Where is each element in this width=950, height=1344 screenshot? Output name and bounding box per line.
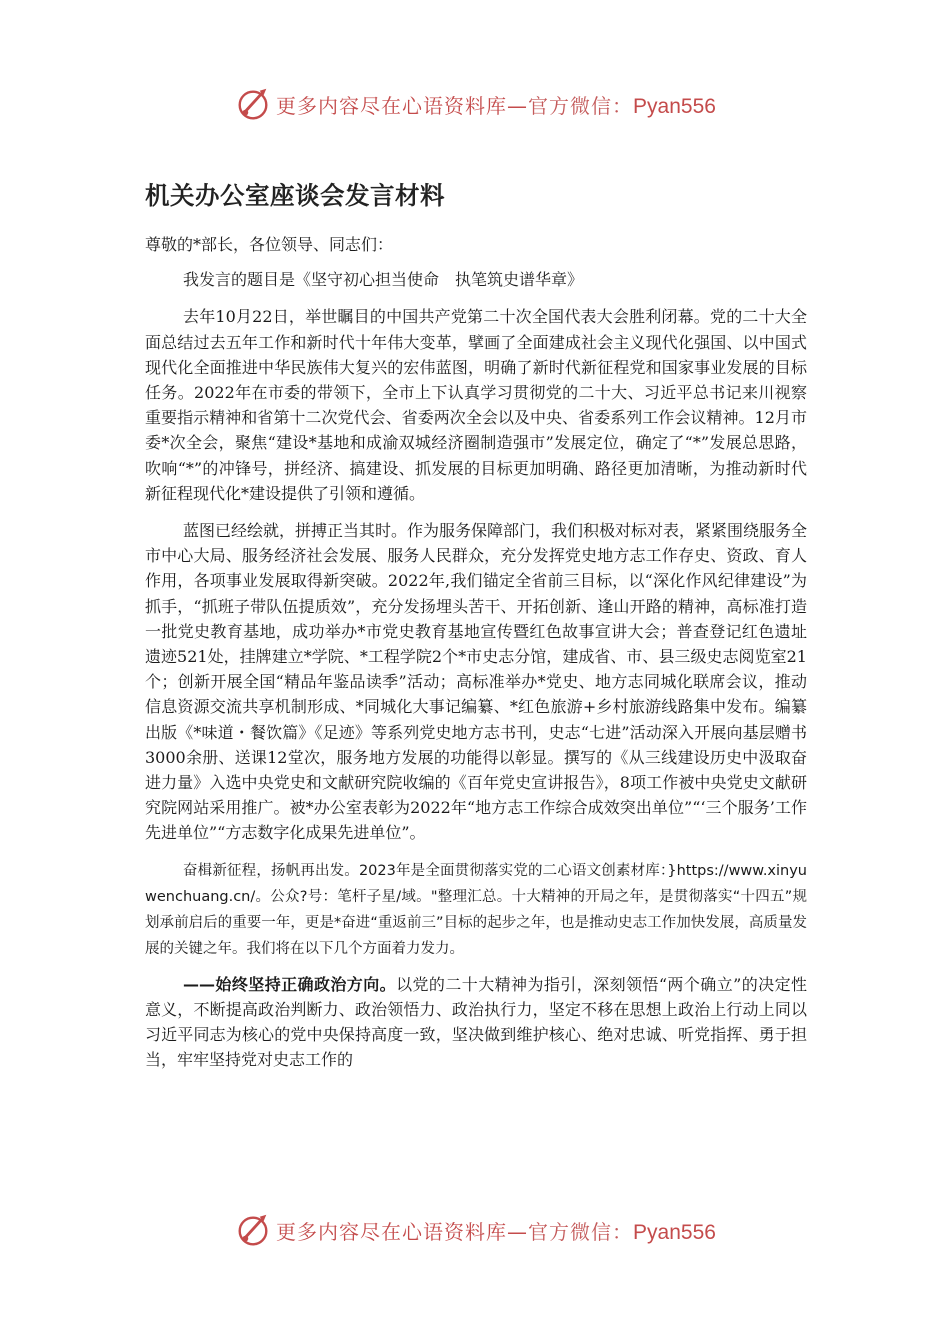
banner-wechat-label: 官方微信：: [528, 93, 634, 118]
paragraph-achievements: 蓝图已经绘就，拼搏正当其时。作为服务保障部门，我们积极对标对表，紧紧围绕服务全市中心大局、服务经济社会发展、服务人民群众，充分发挥党史地方志工作存史、资政、育人作用，各项事业发展取得新突破。2022年,我们锚定全省前三目标，以“深化作风纪律建设”为抓手，“抓班子带队伍提质效”，充分发扬埋头苦干、开拓创新、逢山开路的精神，高标准打造一批党史教育基地，成功举办*市党史教育基地宣传暨红色故事宣讲大会；普查登记红色遗址遗迹521处，挂牌建立*学院、*工程学院2个*市史志分馆，建成省、市、县三级史志阅览室21个；创新开展全国“精品年鉴品读季”活动；高标准举办*党史、地方志同城化联席会议，推动信息资源交流共享机制形成、*同城化大事记编纂、*红色旅游+乡村旅游线路集中发布。编纂出版《*味道・餐饮篇》《足迹》等系列党史地方志书刊，史志“七进”活动深入开展向基层赠书3000余册、送课12堂次，服务地方发展的功能得以彰显。撰写的《从三线建设历史中汲取奋进力量》入选中央党史和文献研究院收编的《百年党史宣讲报告》，8项工作被中央党史文献研究院网站采用推广。被*办公室表彰为2022年“地方志工作综合成效突出单位”“‘三个服务’工作先进单位”“方志数字化成果先进单位”。: [145, 521, 808, 843]
brush-logo-icon: [234, 85, 272, 123]
header-banner: [0, 80, 950, 128]
paragraph-lead-heading: ——始终坚持正确政治方向。: [183, 974, 397, 994]
banner-wechat-id: Pyan556: [633, 94, 716, 118]
footer-banner-wechat-label: 官方微信：: [528, 1219, 634, 1244]
banner-text: [276, 90, 716, 119]
document-content: [145, 176, 807, 1084]
paragraph-political-body: 以党的二十大精神为指引，深刻领悟“两个确立”的决定性意义，不断提高政治判断力、政治领悟力、政治执行力，坚定不移在思想上政治上行动上同以习近平同志为核心的党中央保持高度一致，坚决做到维护核心、绝对忠诚、听党指挥、勇于担当，牢牢坚持党对史志工作的: [145, 974, 807, 1070]
footer-banner: [0, 1206, 950, 1254]
footer-banner-dash: —: [507, 1219, 529, 1244]
footer-banner-wechat-id: Pyan556: [633, 1220, 716, 1244]
footer-banner-text: [276, 1216, 716, 1245]
brush-logo-icon: [234, 1211, 272, 1249]
topic-paragraph: 我发言的题目是《坚守初心担当使命 执笔筑史谱华章》: [183, 270, 584, 290]
banner-dash: —: [507, 93, 529, 118]
document-title: 机关办公室座谈会发言材料: [145, 181, 445, 210]
footer-banner-inner: [234, 1211, 716, 1249]
salutation: 尊敬的*部长，各位领导、同志们：: [145, 235, 394, 254]
banner-inner: [234, 85, 716, 123]
banner-lead: 更多内容尽在心语资料库: [276, 93, 508, 118]
footer-banner-lead: 更多内容尽在心语资料库: [276, 1219, 508, 1244]
paragraph-political-direction: [145, 972, 807, 1073]
paragraph-congress: 去年10月22日，举世瞩目的中国共产党第二十次全国代表大会胜利闭幕。党的二十大全面总结过去五年工作和新时代十年伟大变革，擘画了全面建成社会主义现代化强国、以中国式现代化全面推进中华民族伟大复兴的宏伟蓝图，明确了新时代新征程党和国家事业发展的目标任务。2022年在市委的带领下，全市上下认真学习贯彻党的二十大、习近平总书记来川视察重要指示精神和省第十二次党代会、省委两次全会以及中央、省委系列工作会议精神。12月市委*次全会，聚焦“建设*基地和成渝双城经济圈制造强市”发展定位，确定了“*”发展总思路，吹响“*”的冲锋号，拼经济、搞建设、抓发展的目标更加明确、路径更加清晰，为推动新时代新征程现代化*建设提供了引领和遵循。: [145, 307, 807, 503]
paragraph-new-journey: 奋楫新征程，扬帆再出发。2023年是全面贯彻落实党的二心语文创素材库：}https://www.xinyuwenchuang.cn/。公众?号：笔杆子星/域。"整理汇总。十大精神的开局之年，是贯彻落实“十四五”规划承前启后的重要一年，更是*奋进“重返前三”目标的起步之年，也是推动史志工作加快发展，高质量发展的关键之年。我们将在以下几个方面着力发力。: [145, 862, 807, 957]
